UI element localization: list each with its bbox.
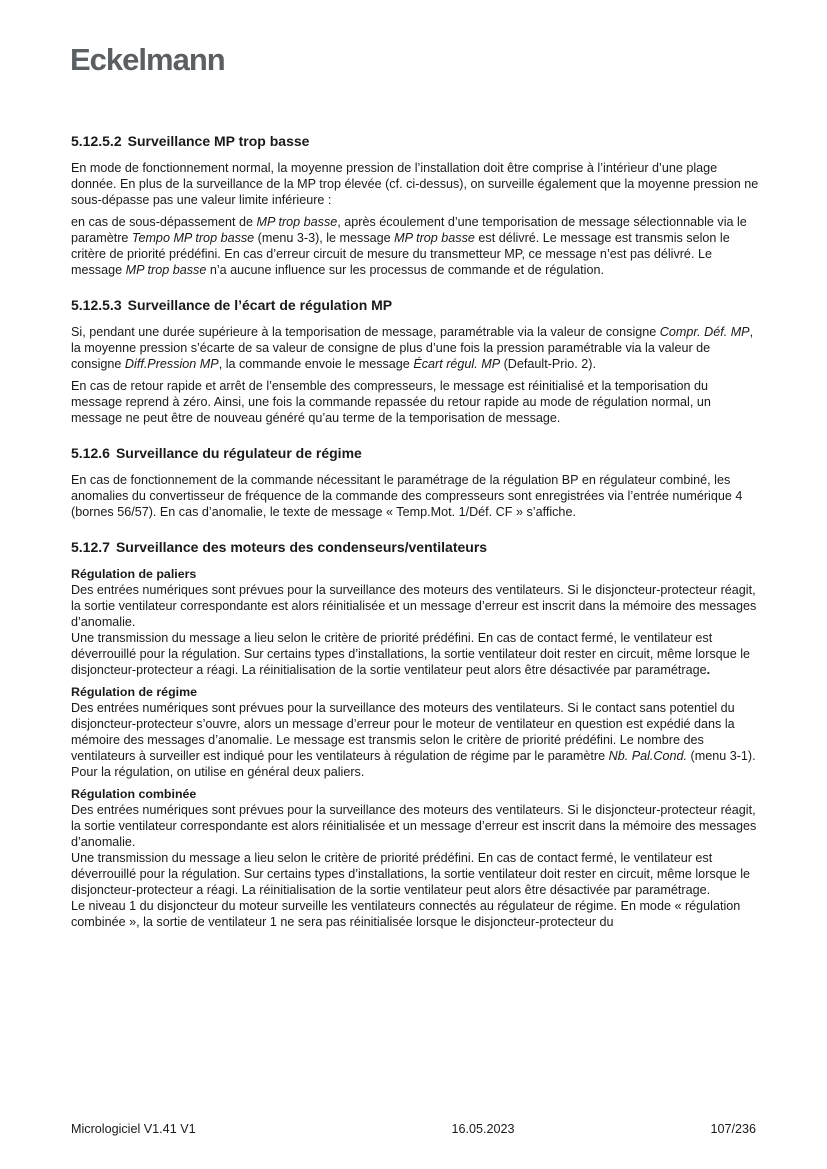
section-heading: [71, 538, 761, 556]
subsection-heading: Régulation combinée: [71, 787, 197, 801]
company-logo: Eckelmann: [70, 42, 225, 77]
param-name: Tempo MP trop basse: [131, 231, 255, 245]
subsection-combinee: [71, 786, 761, 930]
page-content: [71, 132, 761, 948]
text: Le niveau 1 du disjoncteur du moteur surveille les ventilateurs connectés au régulateur de régime. En mode « régulation combinée », la sortie de ventilateur 1 ne sera pas réinitialisée lorsque le disjoncteur-protecteur du: [71, 899, 741, 929]
param-name: Diff.Pression MP: [124, 357, 219, 371]
subsection-regime: [71, 684, 761, 780]
param-name: Compr. Déf. MP: [659, 325, 750, 339]
param-name: MP trop basse: [125, 263, 207, 277]
section-heading: [71, 296, 761, 314]
param-name: MP trop basse: [394, 231, 475, 245]
paragraph: [71, 214, 761, 278]
section-moteurs-ventilateurs: [71, 538, 761, 930]
paragraph: En cas de fonctionnement de la commande nécessitant le paramétrage de la régulation BP en régulateur combiné, les anomalies du convertisseur de fréquence de la commande des compresseurs sont enregistrées via l’entrée numérique 4 (bornes 56/57). En cas d’anomalie, le texte de message « Temp.Mot. 1/Déf. CF » s’affiche.: [71, 473, 743, 519]
text: (menu 3-3), le message: [254, 231, 395, 245]
text: Des entrées numériques sont prévues pour la surveillance des moteurs des ventilateurs. Si le contact sans potentiel du disjoncteur-protecteur s’ouvre, alors un message d’erreur pour le moteur de ventilateur en question est expédié dans la mémoire des messages d’anomalie. Le message est transmis selon le critère de priorité prédéfini. Le nombre des ventilateurs à surveiller est indiqué pour les ventilateurs à régulation de régime par le paramètre: [71, 701, 735, 763]
text: , la commande envoie le message: [218, 357, 414, 371]
text: Si, pendant une durée supérieure à la temporisation de message, paramétrable via la valeur de consigne: [71, 325, 660, 339]
paragraph: En cas de retour rapide et arrêt de l’ensemble des compresseurs, le message est réinitialisé et la temporisation du message reprend à zéro. Ainsi, une fois la commande repassée du retour rapide au mode de régulation normal, un message ne peut être de nouveau généré qu’au terme de la temporisation de message.: [71, 379, 711, 425]
section-ecart-regulation: [71, 296, 761, 426]
text: Des entrées numériques sont prévues pour la surveillance des moteurs des ventilateurs. Si le disjoncteur-protecteur réagit, la sortie ventilateur correspondante est alors réinitialisée et un message d’erreur est inscrit dans la mémoire des messages d’anomalie.: [71, 803, 757, 849]
page-footer: [71, 1122, 756, 1136]
section-number: 5.12.5.2: [71, 133, 122, 149]
param-name: Nb. Pal.Cond.: [608, 749, 688, 763]
section-title: Surveillance du régulateur de régime: [115, 445, 362, 461]
text: , après écoulement d’une temporisation de message sélectionnable via le paramètre: [71, 215, 747, 245]
section-title: Surveillance MP trop basse: [127, 133, 310, 149]
section-title: Surveillance de l’écart de régulation MP: [127, 297, 393, 313]
subsection-heading: Régulation de régime: [71, 685, 197, 699]
paragraph: En mode de fonctionnement normal, la moyenne pression de l’installation doit être comprise à l’intérieur d’une plage donnée. En plus de la surveillance de la MP trop élevée (cf. ci-dessus), on surveille également que la moyenne pression ne sous-dépasse pas une valeur limite inférieure :: [71, 161, 759, 207]
section-regulateur-regime: [71, 444, 761, 520]
param-name: MP trop basse: [256, 215, 338, 229]
section-heading: [71, 132, 761, 150]
footer-firmware: Micrologiciel V1.41 V1: [71, 1122, 196, 1136]
text: (menu 3-1). Pour la régulation, on utilise en général deux paliers.: [71, 749, 756, 779]
paragraph: [71, 324, 761, 372]
text: (Default-Prio. 2).: [500, 357, 596, 371]
section-number: 5.12.6: [71, 445, 110, 461]
section-heading: [71, 444, 761, 462]
text: .: [706, 663, 711, 677]
footer-page-number: 107/236: [710, 1122, 756, 1136]
text: n’a aucune influence sur les processus de commande et de régulation.: [206, 263, 604, 277]
section-mp-trop-basse: [71, 132, 761, 278]
text: en cas de sous-dépassement de: [71, 215, 257, 229]
text: , la moyenne pression s’écarte de sa valeur de consigne de plus d’une fois la pression paramétrable via la valeur de consigne: [71, 325, 754, 371]
footer-date: 16.05.2023: [451, 1122, 515, 1136]
section-number: 5.12.5.3: [71, 297, 122, 313]
text: Des entrées numériques sont prévues pour la surveillance des moteurs des ventilateurs. Si le disjoncteur-protecteur réagit, la sortie ventilateur correspondante est alors réinitialisée et un message d’erreur est inscrit dans la mémoire des messages d’anomalie.: [71, 583, 757, 629]
section-title: Surveillance des moteurs des condenseurs/ventilateurs: [115, 539, 488, 555]
subsection-heading: Régulation de paliers: [71, 567, 197, 581]
section-number: 5.12.7: [71, 539, 110, 555]
text: est délivré. Le message est transmis selon le critère de priorité prédéfini. En cas d’erreur circuit de mesure du transmetteur MP, ce message n’est pas délivré. Le message: [71, 231, 730, 277]
subsection-paliers: [71, 566, 761, 678]
text: Une transmission du message a lieu selon le critère de priorité prédéfini. En cas de contact fermé, le ventilateur est déverrouillé pour la régulation. Sur certains types d’installations, la sortie ventilateur doit rester en circuit, même lorsque le disjoncteur-protecteur a réagi. La réinitialisation de la sortie ventilateur peut alors être désactivée par paramétrage: [71, 631, 750, 677]
text: Une transmission du message a lieu selon le critère de priorité prédéfini. En cas de contact fermé, le ventilateur est déverrouillé pour la régulation. Sur certains types d’installations, la sortie ventilateur doit rester en circuit, même lorsque le disjoncteur-protecteur a réagi. La réinitialisation de la sortie ventilateur peut alors être désactivée par paramétrage.: [71, 851, 750, 897]
param-name: Écart régul. MP: [413, 357, 501, 371]
